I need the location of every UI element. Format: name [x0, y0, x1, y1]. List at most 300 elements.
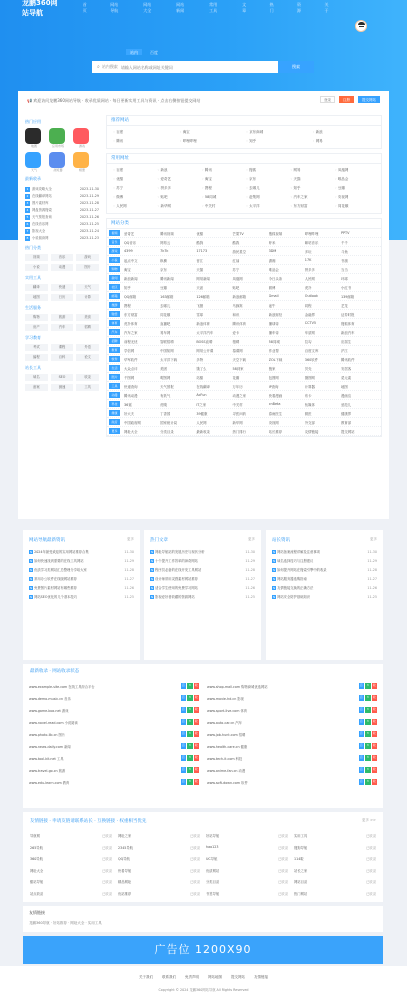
category-link[interactable]: 前程无忧: [124, 339, 138, 344]
category-link[interactable]: 觅元素: [340, 375, 352, 380]
status-badge[interactable]: 3: [188, 767, 191, 772]
tag-item[interactable]: 购物: [25, 314, 48, 321]
category-label[interactable]: 小说: [109, 257, 120, 263]
category-link[interactable]: 网易公开课: [196, 348, 214, 353]
status-badge[interactable]: 3: [366, 731, 369, 736]
status-badge[interactable]: 收: [194, 695, 198, 700]
category-label[interactable]: 工具: [109, 383, 120, 389]
news-item[interactable]: [23, 583, 140, 592]
category-link[interactable]: 应届生: [340, 339, 352, 344]
category-link[interactable]: 快递查询: [124, 384, 138, 389]
category-link[interactable]: 提交网站: [340, 429, 355, 434]
nav-news[interactable]: 网站新闻: [176, 2, 185, 13]
news-item[interactable]: [23, 592, 140, 601]
category-link[interactable]: 万年历: [232, 384, 243, 389]
domain-row[interactable]: [207, 728, 377, 740]
category-link[interactable]: CCTV5: [304, 320, 317, 325]
category-link[interactable]: 新浪汽车: [340, 330, 355, 335]
status-badge[interactable]: 收: [372, 695, 376, 700]
category-link[interactable]: 搜狐体育: [340, 321, 355, 326]
category-label[interactable]: 科技: [109, 401, 120, 407]
site-logo[interactable]: 龙鹏360网站导航: [22, 0, 58, 17]
category-link[interactable]: 智联招聘: [160, 339, 174, 344]
domain-row[interactable]: [207, 680, 377, 692]
category-link[interactable]: cnBeta: [268, 401, 281, 406]
status-badge[interactable]: 3: [366, 743, 369, 748]
category-link[interactable]: 酷我: [232, 240, 240, 245]
common-site-link[interactable]: ◦ 汽车之家: [290, 194, 330, 201]
category-label[interactable]: 教育: [109, 347, 120, 353]
link-row[interactable]: [206, 865, 288, 877]
status-badge[interactable]: 收: [372, 719, 376, 724]
category-link[interactable]: 腾讯软件: [340, 357, 355, 362]
common-site-link[interactable]: ◦ 太平洋: [246, 203, 286, 210]
tag-item[interactable]: 翻译: [25, 284, 48, 291]
status-badge[interactable]: 收: [372, 731, 376, 736]
status-badge[interactable]: 3: [366, 683, 369, 688]
news-item[interactable]: [23, 574, 140, 583]
footer-link[interactable]: 关于我们: [139, 975, 153, 979]
category-link[interactable]: 站酷: [196, 375, 204, 380]
common-site-link[interactable]: ◦ 微博: [113, 194, 153, 201]
category-link[interactable]: 3DM: [268, 248, 277, 253]
category-link[interactable]: 58同城: [268, 339, 280, 344]
common-site-link[interactable]: ◦ 同花顺: [335, 203, 375, 210]
common-site-link[interactable]: ◦ 淘宝: [202, 176, 242, 183]
footer-link[interactable]: 免责声明: [185, 975, 199, 979]
category-link[interactable]: 36氪: [124, 402, 132, 407]
category-link[interactable]: 晋江: [196, 258, 204, 263]
category-link[interactable]: 金融界: [304, 312, 315, 317]
category-link[interactable]: 潇湘: [268, 258, 276, 263]
tag-item[interactable]: 考试: [25, 344, 48, 351]
status-badge[interactable]: 收: [194, 743, 198, 748]
tag-item[interactable]: 域名: [25, 374, 48, 381]
category-link[interactable]: PPTV: [340, 230, 350, 235]
category-label[interactable]: 新闻: [109, 275, 120, 281]
link-row[interactable]: [294, 865, 376, 877]
category-link[interactable]: 千千: [340, 240, 348, 245]
common-site-link[interactable]: ◦ 新浪: [157, 167, 197, 174]
tag-item[interactable]: SEO: [51, 374, 74, 381]
category-link[interactable]: 虎扑: [304, 285, 312, 290]
tag-item[interactable]: 外语: [76, 344, 99, 351]
category-link[interactable]: 京东: [160, 267, 167, 272]
friend-text[interactable]: 龙鹏360导航 · 好站推荐 · 网址大全 · 实用工具: [29, 921, 102, 925]
status-badge[interactable]: 3: [366, 695, 369, 700]
category-link[interactable]: 环球: [340, 276, 348, 281]
status-badge[interactable]: 百: [181, 719, 185, 724]
news-item[interactable]: [266, 583, 383, 592]
category-link[interactable]: 东方财富: [124, 312, 138, 317]
category-link[interactable]: 钛媒体: [304, 402, 315, 407]
status-badge[interactable]: 3: [366, 755, 369, 760]
category-link[interactable]: 起点中文: [124, 258, 138, 263]
status-badge[interactable]: 百: [359, 707, 363, 712]
footer-link[interactable]: 提交网站: [231, 975, 245, 979]
category-link[interactable]: 凤凰网: [232, 276, 243, 281]
category-link[interactable]: 去哪儿: [160, 303, 171, 308]
rank-row[interactable]: [25, 199, 99, 206]
category-link[interactable]: 国家统计局: [160, 420, 178, 425]
category-link[interactable]: 懂车帝: [268, 330, 279, 335]
category-label[interactable]: 购物: [109, 266, 120, 272]
category-link[interactable]: 途牛: [268, 303, 276, 308]
category-link[interactable]: 作业帮: [268, 348, 279, 353]
category-link[interactable]: 芒果TV: [232, 231, 244, 236]
domain-row[interactable]: [207, 752, 377, 764]
category-label[interactable]: 音乐: [109, 239, 120, 245]
common-site-link[interactable]: ◦ 58同城: [202, 194, 242, 201]
news-item[interactable]: [266, 592, 383, 601]
category-link[interactable]: 沪江: [340, 348, 348, 353]
news-item[interactable]: [144, 556, 261, 565]
category-link[interactable]: 学信网: [124, 348, 135, 353]
hot-site-link[interactable]: ◦ 百度: [113, 129, 176, 136]
domain-row[interactable]: [207, 692, 377, 704]
category-link[interactable]: 丁香园: [160, 411, 171, 416]
status-badge[interactable]: 3: [366, 719, 369, 724]
link-row[interactable]: [30, 865, 112, 877]
category-link[interactable]: 和讯: [232, 312, 240, 317]
news-more-link[interactable]: 更多: [248, 537, 255, 541]
tag-item[interactable]: 视频: [25, 254, 48, 261]
category-link[interactable]: 7k7k: [160, 248, 169, 253]
search-input[interactable]: [121, 65, 278, 70]
tag-item[interactable]: 动漫: [51, 264, 74, 271]
domain-row[interactable]: [207, 704, 377, 716]
news-item[interactable]: [266, 565, 383, 574]
status-badge[interactable]: 收: [372, 743, 376, 748]
common-site-link[interactable]: ◦ 爱奇艺: [157, 176, 197, 183]
status-badge[interactable]: 3: [188, 683, 191, 688]
category-label[interactable]: 政府: [109, 419, 120, 425]
category-link[interactable]: 分类目录: [160, 429, 174, 434]
status-badge[interactable]: 收: [372, 683, 376, 688]
status-badge[interactable]: 3: [188, 707, 191, 712]
category-link[interactable]: IP查询: [268, 384, 279, 389]
category-link[interactable]: AcFun: [196, 392, 207, 397]
category-link[interactable]: 雪球: [196, 312, 204, 317]
category-link[interactable]: 4399: [124, 248, 133, 253]
common-site-link[interactable]: ◦ 拼多多: [157, 185, 197, 192]
nav-sites[interactable]: 网站大全: [143, 2, 152, 13]
link-row[interactable]: [30, 876, 112, 888]
links-more-link[interactable]: 更多 >>: [362, 818, 376, 822]
tag-item[interactable]: 计算: [76, 294, 99, 301]
category-link[interactable]: 新浪邮箱: [232, 294, 247, 299]
news-item[interactable]: [144, 592, 261, 601]
news-item[interactable]: [23, 565, 140, 574]
category-link[interactable]: 红袖: [232, 258, 240, 263]
category-link[interactable]: 139邮箱: [340, 294, 355, 299]
category-link[interactable]: 虎嗅: [160, 402, 167, 407]
hot-site-link[interactable]: ◦ 新浪: [313, 129, 376, 136]
category-link[interactable]: 寻医问药: [232, 411, 247, 416]
link-row[interactable]: [294, 888, 376, 900]
hot-site-link[interactable]: ◦ 淘宝: [180, 129, 243, 136]
category-link[interactable]: 今日头条: [268, 276, 283, 281]
category-label[interactable]: 体育: [109, 320, 120, 326]
category-link[interactable]: 饿了么: [196, 366, 207, 371]
category-link[interactable]: 热门排行: [232, 429, 247, 434]
category-link[interactable]: Outlook: [304, 293, 318, 298]
status-badge[interactable]: 3: [188, 755, 191, 760]
domain-row[interactable]: [29, 752, 199, 764]
link-row[interactable]: [30, 842, 112, 854]
news-item[interactable]: [266, 574, 383, 583]
category-link[interactable]: BOSS直聘: [196, 339, 213, 344]
rank-row[interactable]: [25, 213, 99, 220]
category-link[interactable]: 39健康: [196, 411, 208, 416]
domain-row[interactable]: [207, 764, 377, 776]
category-link[interactable]: 直播吧: [160, 321, 171, 326]
common-site-link[interactable]: ◦ 东方财富: [290, 203, 330, 210]
category-link[interactable]: 春雨医生: [268, 411, 283, 416]
link-row[interactable]: [30, 888, 112, 900]
category-link[interactable]: 纵横: [160, 258, 167, 263]
category-link[interactable]: 最新收录: [196, 429, 210, 434]
news-more-link[interactable]: 更多: [370, 537, 377, 541]
status-badge[interactable]: 百: [359, 731, 363, 736]
category-link[interactable]: 咪咕音乐: [304, 240, 319, 245]
common-site-link[interactable]: ◦ 央视网: [335, 194, 375, 201]
link-row[interactable]: [118, 842, 200, 854]
category-link[interactable]: 游民星空: [232, 249, 247, 254]
category-link[interactable]: 优酷: [196, 231, 204, 236]
domain-row[interactable]: [29, 692, 199, 704]
status-badge[interactable]: 3: [188, 743, 191, 748]
common-site-link[interactable]: ◦ 中关村: [202, 203, 242, 210]
link-row[interactable]: [206, 830, 288, 842]
category-link[interactable]: 拼多多: [304, 267, 315, 272]
domain-row[interactable]: [29, 680, 199, 692]
category-link[interactable]: 知乎: [124, 285, 131, 290]
status-badge[interactable]: 百: [181, 779, 185, 784]
domain-row[interactable]: [29, 716, 199, 728]
category-link[interactable]: 小红书: [340, 285, 352, 290]
tag-item[interactable]: 论文: [76, 354, 99, 361]
category-link[interactable]: 网易云: [160, 240, 171, 245]
link-row[interactable]: [294, 853, 376, 865]
status-badge[interactable]: 百: [181, 743, 185, 748]
category-link[interactable]: 虾米: [268, 240, 276, 245]
category-link[interactable]: 慕课网: [232, 348, 243, 353]
hot-site-link[interactable]: ◦ 京东商城: [246, 129, 309, 136]
category-link[interactable]: 马蜂窝: [232, 303, 243, 308]
category-link[interactable]: 腾讯视频: [160, 231, 174, 236]
category-link[interactable]: 易车网: [160, 330, 171, 335]
category-link[interactable]: 快看漫画: [268, 393, 283, 398]
category-link[interactable]: 太平洋汽车: [196, 330, 214, 335]
domain-row[interactable]: [29, 704, 199, 716]
status-badge[interactable]: 3: [188, 719, 191, 724]
category-link[interactable]: 千图网: [124, 375, 135, 380]
common-site-link[interactable]: ◦ 赶集网: [246, 194, 286, 201]
status-badge[interactable]: 百: [359, 755, 363, 760]
category-link[interactable]: 腾讯动漫: [124, 393, 138, 398]
link-row[interactable]: [294, 876, 376, 888]
category-link[interactable]: 在线翻译: [196, 384, 210, 389]
status-badge[interactable]: 3: [188, 695, 191, 700]
news-item[interactable]: [144, 574, 261, 583]
tag-item[interactable]: 美食: [76, 314, 99, 321]
tag-item[interactable]: 汽车: [51, 324, 74, 331]
category-link[interactable]: 多特: [196, 357, 204, 362]
status-badge[interactable]: 收: [194, 755, 198, 760]
category-label[interactable]: 游戏: [109, 248, 120, 254]
common-site-link[interactable]: ◦ 网易: [290, 167, 330, 174]
category-link[interactable]: 站长推荐: [268, 429, 283, 434]
category-link[interactable]: Gmail: [268, 293, 279, 298]
category-link[interactable]: 网易新闻: [196, 276, 210, 281]
category-link[interactable]: 爱卡: [232, 330, 240, 335]
category-label[interactable]: 健康: [109, 410, 120, 416]
common-site-link[interactable]: ◦ 凤凰网: [335, 167, 375, 174]
status-badge[interactable]: 百: [359, 719, 363, 724]
category-link[interactable]: IT之家: [196, 402, 207, 407]
category-link[interactable]: 斗鱼: [340, 249, 348, 254]
status-badge[interactable]: 收: [372, 707, 376, 712]
rank-row[interactable]: [25, 192, 99, 199]
hot-site-link[interactable]: ◦ 知乎: [246, 138, 309, 145]
link-row[interactable]: [118, 876, 200, 888]
app-tile[interactable]: [73, 152, 91, 172]
status-badge[interactable]: 百: [181, 767, 185, 772]
status-badge[interactable]: 收: [194, 779, 198, 784]
status-badge[interactable]: 百: [181, 695, 185, 700]
common-site-link[interactable]: ◦ 天猫: [290, 176, 330, 183]
category-link[interactable]: 腾讯新闻: [160, 276, 174, 281]
news-item[interactable]: [23, 547, 140, 556]
hot-site-link[interactable]: ◦ 哔哩哔哩: [180, 138, 243, 145]
category-link[interactable]: 新浪财经: [268, 312, 283, 317]
category-label[interactable]: 视频: [109, 230, 120, 236]
domain-row[interactable]: [29, 776, 199, 788]
status-badge[interactable]: 收: [194, 731, 198, 736]
category-link[interactable]: 天涯: [196, 285, 204, 290]
rank-row[interactable]: [25, 220, 99, 227]
link-row[interactable]: [206, 853, 288, 865]
tag-item[interactable]: 日历: [51, 294, 74, 301]
common-site-link[interactable]: ◦ 百度: [113, 167, 153, 174]
tag-item[interactable]: 测速: [51, 384, 74, 391]
category-link[interactable]: 17K: [304, 257, 312, 262]
category-label[interactable]: 图片: [109, 374, 120, 380]
status-badge[interactable]: 收: [194, 719, 198, 724]
common-site-link[interactable]: ◦ 贴吧: [157, 194, 197, 201]
status-badge[interactable]: 收: [194, 767, 198, 772]
link-row[interactable]: [206, 842, 288, 854]
category-link[interactable]: 飞猪: [196, 303, 204, 308]
status-badge[interactable]: 收: [194, 683, 198, 688]
category-link[interactable]: 央视网: [268, 420, 279, 425]
status-badge[interactable]: 3: [366, 707, 369, 712]
status-badge[interactable]: 3: [366, 779, 369, 784]
link-row[interactable]: [118, 888, 200, 900]
tag-item[interactable]: 备案: [25, 384, 48, 391]
submit-site-button[interactable]: 提交网站: [358, 96, 380, 103]
category-link[interactable]: 17173: [196, 248, 208, 253]
category-link[interactable]: 包图网: [268, 375, 279, 380]
link-row[interactable]: [294, 842, 376, 854]
category-label[interactable]: 旅游: [109, 302, 120, 308]
category-link[interactable]: 中国知网: [160, 348, 174, 353]
status-badge[interactable]: 3: [188, 731, 191, 736]
category-link[interactable]: 新华网: [232, 420, 243, 425]
status-badge[interactable]: 收: [194, 707, 198, 712]
domain-row[interactable]: [207, 776, 377, 788]
nav-tools[interactable]: 常用工具: [209, 2, 218, 13]
category-link[interactable]: 大众点评: [124, 366, 138, 371]
link-row[interactable]: [118, 830, 200, 842]
status-badge[interactable]: 百: [181, 731, 185, 736]
news-item[interactable]: [144, 583, 261, 592]
footer-link[interactable]: 联系我们: [162, 975, 176, 979]
status-badge[interactable]: 百: [181, 755, 185, 760]
common-site-link[interactable]: ◦ 人民网: [113, 203, 153, 210]
category-link[interactable]: 动漫之家: [232, 393, 247, 398]
category-link[interactable]: 车质网: [304, 330, 315, 335]
common-site-link[interactable]: ◦ 豆瓣: [335, 185, 375, 192]
tag-item[interactable]: 收录: [76, 374, 99, 381]
domain-row[interactable]: [29, 728, 199, 740]
common-site-link[interactable]: ◦ 去哪儿: [246, 185, 286, 192]
common-site-link[interactable]: ◦ 知乎: [290, 185, 330, 192]
category-link[interactable]: 新浪体育: [196, 321, 210, 326]
category-link[interactable]: 同花顺: [160, 312, 171, 317]
category-link[interactable]: 链家: [268, 366, 276, 371]
app-tile[interactable]: [25, 128, 43, 148]
tab-baidu-search[interactable]: 百度: [150, 50, 158, 55]
tag-item[interactable]: 图片: [76, 264, 99, 271]
tag-item[interactable]: 旅游: [51, 314, 74, 321]
common-site-link[interactable]: ◦ 唯品会: [335, 176, 375, 183]
category-link[interactable]: 健康界: [340, 411, 352, 416]
category-link[interactable]: 布卡: [304, 393, 312, 398]
category-link[interactable]: 书旗: [340, 258, 348, 263]
category-link[interactable]: 网址大全: [124, 429, 138, 434]
domain-row[interactable]: [29, 740, 199, 752]
category-link[interactable]: 猎聘: [232, 339, 240, 344]
category-label[interactable]: 动漫: [109, 392, 120, 398]
category-link[interactable]: 友情链接: [304, 429, 319, 434]
category-link[interactable]: 爱奇艺: [124, 231, 135, 236]
tag-item[interactable]: 小说: [25, 264, 48, 271]
status-badge[interactable]: 收: [372, 779, 376, 784]
link-row[interactable]: [206, 876, 288, 888]
category-link[interactable]: 虎扑体育: [124, 321, 138, 326]
news-item[interactable]: [266, 547, 383, 556]
status-badge[interactable]: 3: [188, 779, 191, 784]
nav-home[interactable]: 首页: [82, 2, 87, 13]
category-link[interactable]: 贝壳: [304, 366, 312, 371]
category-link[interactable]: 拉勾: [304, 339, 312, 344]
category-label[interactable]: 社区: [109, 284, 120, 290]
footer-link[interactable]: 友情链接: [254, 975, 268, 979]
category-label[interactable]: 更多: [109, 428, 120, 434]
status-badge[interactable]: 百: [359, 683, 363, 688]
hot-site-link[interactable]: ◦ 腾讯: [113, 138, 176, 145]
category-link[interactable]: QQ邮箱: [124, 294, 137, 299]
nav-resources[interactable]: 资源: [297, 2, 302, 13]
category-link[interactable]: 地图: [340, 384, 348, 389]
category-link[interactable]: QQ音乐: [124, 240, 137, 245]
category-label[interactable]: 生活: [109, 365, 120, 371]
category-label[interactable]: 软件: [109, 356, 120, 362]
category-label[interactable]: 财经: [109, 311, 120, 317]
category-link[interactable]: 中国政府网: [124, 420, 141, 425]
